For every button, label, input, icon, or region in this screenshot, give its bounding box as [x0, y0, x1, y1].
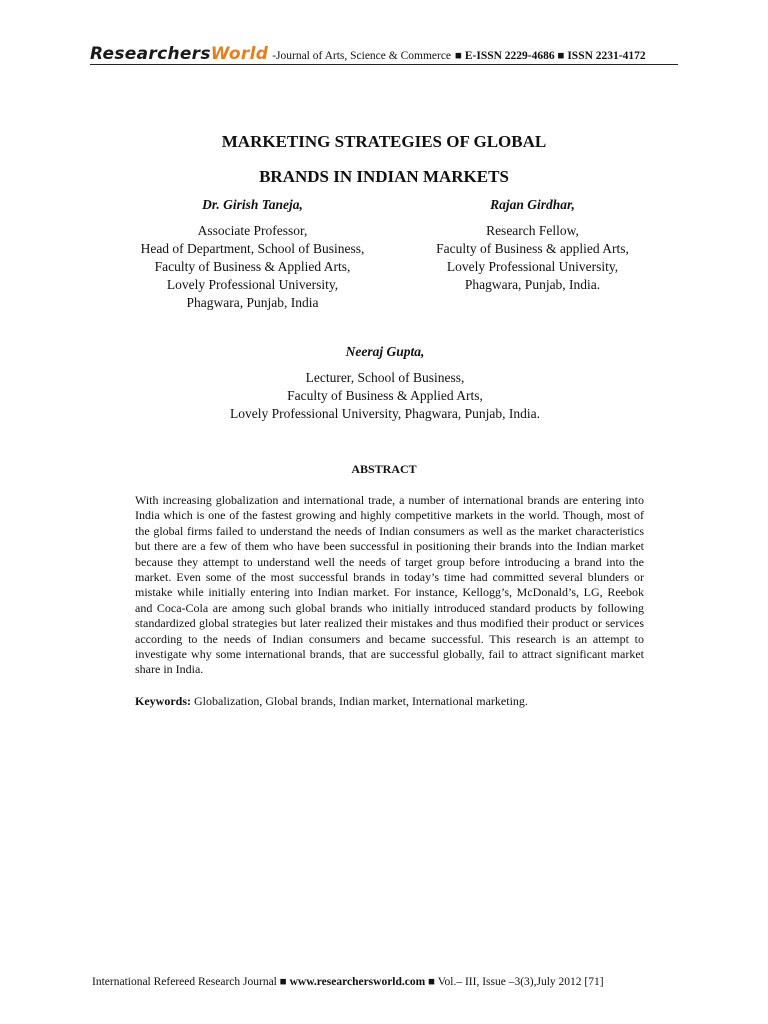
author-affiliation-line: Head of Department, School of Business, — [140, 241, 365, 256]
paper-title-line-1: MARKETING STRATEGIES OF GLOBAL — [221, 132, 547, 151]
footer-journal: International Refereed Research Journal ■ — [92, 976, 290, 988]
page-footer — [92, 976, 692, 988]
paper-title-line-2: BRANDS IN INDIAN MARKETS — [259, 167, 509, 186]
header-divider — [90, 64, 678, 65]
author-affiliation-line: Research Fellow, — [486, 223, 579, 238]
journal-issn: ■ E-ISSN 2229-4686 ■ ISSN 2231-4172 — [455, 50, 646, 62]
author-affiliation-line: Phagwara, Punjab, India — [186, 295, 319, 310]
author-affiliation-line: Phagwara, Punjab, India. — [464, 277, 601, 292]
author-affiliation-line: Faculty of Business & applied Arts, — [436, 241, 629, 256]
footer-issue: ■ Vol.– III, Issue –3(3),July 2012 [71] — [425, 976, 604, 988]
author-affiliation-line: Faculty of Business & Applied Arts, — [154, 259, 351, 274]
journal-logo — [90, 44, 268, 64]
author-affiliation-line: Lovely Professional University, — [446, 259, 619, 274]
author-affiliation-line: Lovely Professional University, — [166, 277, 339, 292]
author-affiliation-line: Lecturer, School of Business, — [305, 370, 465, 385]
author-name: Neeraj Gupta, — [345, 344, 425, 359]
logo-text-researchers: Researchers — [90, 44, 211, 64]
author-name: Rajan Girdhar, — [490, 197, 575, 212]
author-affiliation-line: Associate Professor, — [197, 223, 308, 238]
author-2 — [385, 196, 680, 294]
author-3 — [170, 343, 600, 423]
keywords-text: Globalization, Global brands, Indian market, International marketing. — [194, 694, 528, 708]
keywords-label: Keywords: — [135, 694, 191, 708]
keywords — [135, 694, 644, 709]
journal-header — [90, 44, 690, 64]
journal-name: -Journal of Arts, Science & Commerce — [272, 50, 452, 62]
author-name: Dr. Girish Taneja, — [202, 197, 303, 212]
paper-title — [0, 124, 768, 194]
author-1 — [110, 196, 395, 312]
footer-website-link[interactable]: www.researchersworld.com — [289, 976, 426, 988]
logo-text-world: World — [210, 44, 269, 64]
author-affiliation-line: Faculty of Business & Applied Arts, — [287, 388, 483, 403]
abstract-body: With increasing globalization and international trade, a number of international brands are entering into India which is one of the fastest growing and highly competitive markets in the world. Though, most of the global firms failed to understand the needs of Indian consumers as well as the market characteristics but there are a few of them who have been successful in positioning their brands into the Indian market because they attempt to understand well the needs of target group before introducing a brand into the market. Even some of the most successful brands in today’s time had committed several blunders or mistake while initially entering into Indian market. For instance, Kellogg’s, McDonald’s, LG, Reebok and Coca-Cola are among such global brands who initially introduced standard products by following standardized global strategies but later realized their mistakes and thus modified their product or services according to the needs of Indian consumers and became successful. This research is an attempt to investigate why some international brands, that are successful globally, fail to attract significant market share in India. — [135, 493, 644, 677]
author-affiliation-line: Lovely Professional University, Phagwara, Punjab, India. — [230, 406, 540, 421]
abstract-heading: ABSTRACT — [351, 462, 417, 476]
